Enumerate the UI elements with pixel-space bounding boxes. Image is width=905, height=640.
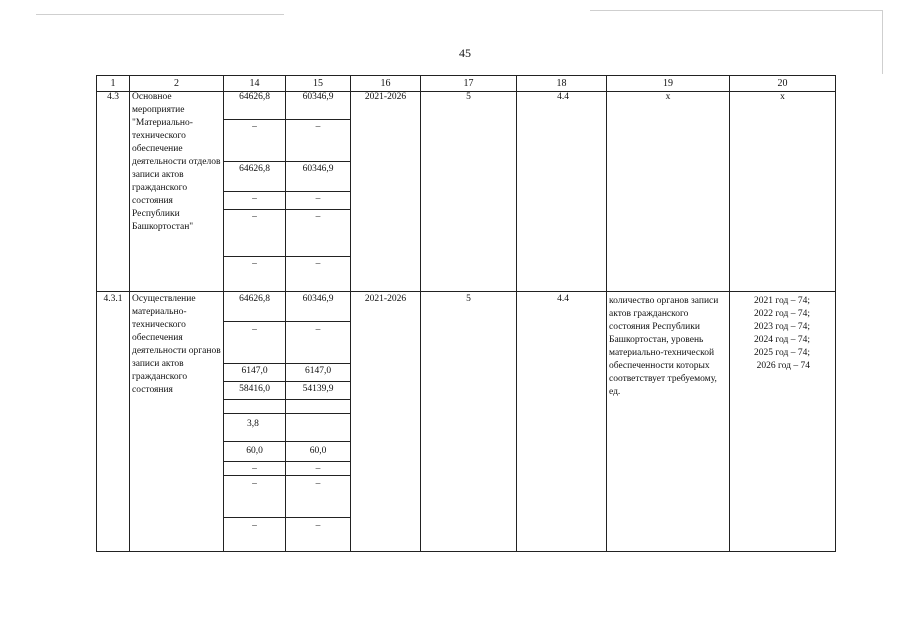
header-col-17: 17 xyxy=(463,78,474,89)
col17-value: 5 xyxy=(466,92,471,102)
period: 2021-2026 xyxy=(364,92,407,102)
col18-value: 4.4 xyxy=(557,294,569,304)
header-col-15: 15 xyxy=(313,78,323,89)
header-col-20: 20 xyxy=(777,78,788,89)
amount-col14: – xyxy=(252,325,257,335)
row-name: Основное мероприятие "Материально-технического обеспечение деятельности отделов записи актов гражданского состояния Республики Башкортостан" xyxy=(132,92,221,232)
header-col-18: 18 xyxy=(556,78,567,89)
amount-col15: 60346,9 xyxy=(302,164,334,174)
row-code: 4.3 xyxy=(107,92,119,102)
target-values: 2021 год – 74; 2022 год – 74; 2023 год – 74; 2024 год – 74; 2025 год – 74; 2026 год – 74 xyxy=(754,296,810,371)
amount-col15: – xyxy=(315,122,321,132)
scan-edge-vertical xyxy=(882,10,883,74)
row-code: 4.3.1 xyxy=(103,294,123,304)
amount-divider xyxy=(223,209,350,210)
amount-divider xyxy=(223,517,350,518)
indicator: количество органов записи актов гражданского состояния Республики Башкортостан, уровень материально-технической обеспеченности которых соответствует требуемому, ед. xyxy=(609,296,719,397)
amount-col14: – xyxy=(252,259,257,269)
amount-col14: 3,8 xyxy=(247,419,259,429)
table-column-border xyxy=(835,75,836,552)
header-col-1: 1 xyxy=(110,78,116,89)
amount-col14: – xyxy=(252,479,257,489)
table-column-border xyxy=(96,75,97,552)
amount-col15: 60,0 xyxy=(309,446,327,456)
amount-col15: 54139,9 xyxy=(302,384,334,394)
amount-col15: – xyxy=(315,479,321,489)
amount-divider xyxy=(223,191,350,192)
amount-col15: – xyxy=(315,325,321,335)
amount-divider xyxy=(223,256,350,257)
amount-col15: – xyxy=(315,259,321,269)
amount-col14: – xyxy=(252,521,257,531)
amount-divider xyxy=(223,363,350,364)
amount-col15: 60346,9 xyxy=(302,294,334,304)
budget-table xyxy=(96,75,836,552)
header-col-14: 14 xyxy=(249,78,260,89)
row-separator xyxy=(96,291,836,292)
col17-value: 5 xyxy=(466,294,471,304)
amount-col14: 58416,0 xyxy=(239,384,270,394)
amount-col15: – xyxy=(315,212,321,222)
row-name: Осуществление материально-технического обеспечения деятельности органов записи актов гражданского состояния xyxy=(132,294,221,395)
amount-col14: – xyxy=(252,122,257,132)
amount-divider xyxy=(223,413,350,414)
header-col-16: 16 xyxy=(380,78,391,89)
amount-col15: 6147,0 xyxy=(304,366,332,376)
amount-divider xyxy=(223,381,350,382)
period: 2021-2026 xyxy=(364,294,407,304)
amount-col14: 6147,0 xyxy=(241,366,268,376)
header-col-19: 19 xyxy=(663,78,673,89)
page-number: 45 xyxy=(459,46,471,60)
indicator: х xyxy=(665,92,671,102)
col18-value: 4.4 xyxy=(557,92,569,102)
amount-divider xyxy=(223,461,350,462)
amount-divider xyxy=(223,321,350,322)
table-column-border xyxy=(606,75,607,552)
amount-col14: – xyxy=(252,194,257,204)
header-col-2: 2 xyxy=(174,78,179,89)
target-values: х xyxy=(780,92,785,102)
scan-edge-left xyxy=(36,14,284,15)
amount-col15: – xyxy=(315,464,321,474)
amount-col14: – xyxy=(252,212,257,222)
amount-divider xyxy=(223,399,350,400)
table-column-border xyxy=(516,75,517,552)
table-bottom-border xyxy=(96,551,836,552)
amount-col14: – xyxy=(252,464,257,474)
table-column-border xyxy=(350,75,351,552)
amount-divider xyxy=(223,441,350,442)
amount-col15: 60346,9 xyxy=(302,92,334,102)
amount-col14: 64626,8 xyxy=(239,164,270,174)
amount-col15: – xyxy=(315,521,321,531)
table-column-border xyxy=(420,75,421,552)
scan-edge-right xyxy=(590,10,882,11)
amount-divider xyxy=(223,119,350,120)
amount-divider xyxy=(223,161,350,162)
table-column-border xyxy=(129,75,130,552)
amount-col14: 64626,8 xyxy=(239,92,270,102)
amount-col15: – xyxy=(315,194,321,204)
amount-col14: 64626,8 xyxy=(239,294,270,304)
amount-col14: 60,0 xyxy=(246,446,263,456)
